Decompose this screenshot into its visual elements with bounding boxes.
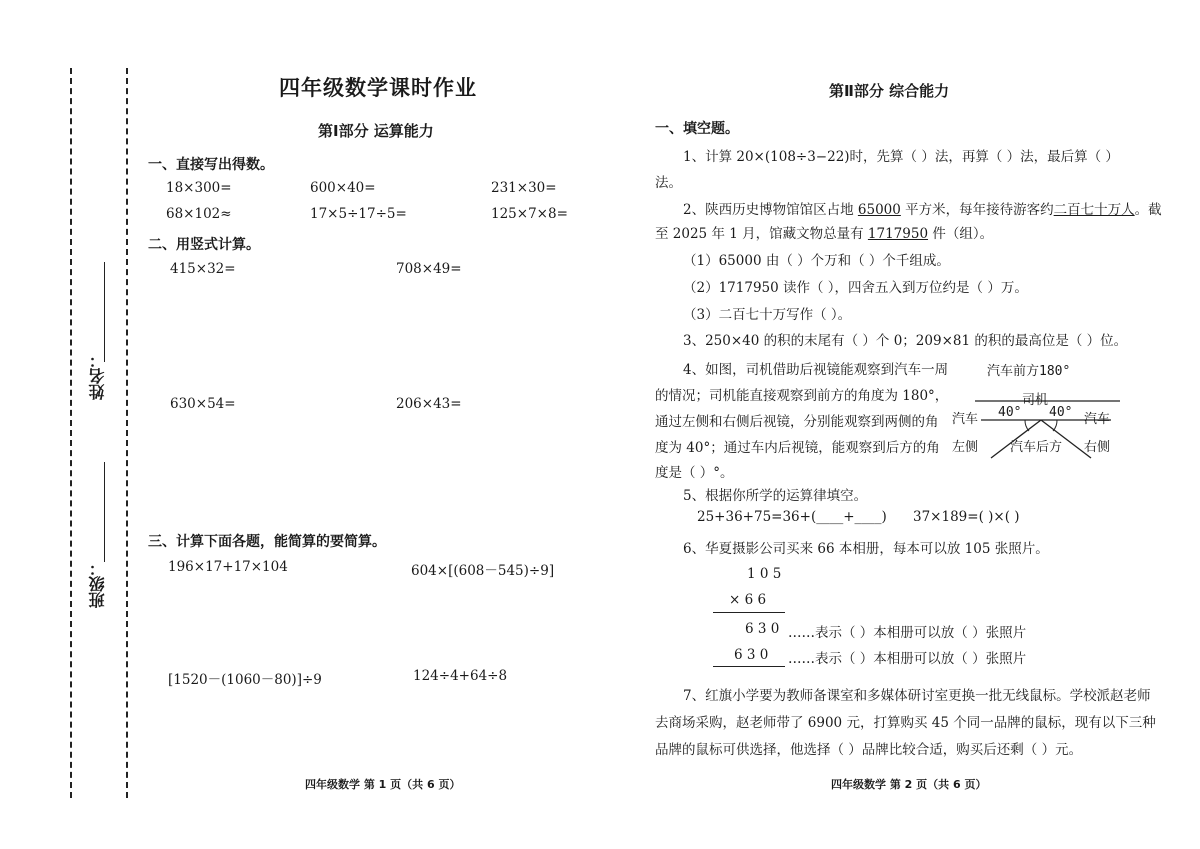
q4-line: 度是（ ）°。 [655, 465, 734, 481]
vertical-calc-item: 206×43= [396, 396, 462, 412]
q2-text: 件（组）。 [928, 226, 994, 242]
name-blank-line[interactable] [104, 262, 105, 362]
calc-item: 18×300= [166, 180, 232, 196]
q2-area: 65000 [857, 202, 901, 218]
q2-sub1: （1）65000 由（ ）个万和（ ）个千组成。 [683, 253, 950, 269]
fig-right-side-2: 右侧 [1084, 440, 1111, 455]
q6-partial-2-text: ……表示（ ）本相册可以放（ ）张照片 [788, 651, 1027, 667]
q5-b: 37×189=( )×( ) [913, 509, 1020, 525]
q2-line2 [655, 222, 993, 242]
class-label: 班级： [88, 560, 107, 608]
q7-line: 去商场采购，赵老师带了 6900 元，打算购买 45 个同一品牌的鼠标，现有以下三种 [655, 715, 1156, 731]
fig-right-side-1: 汽车 [1084, 412, 1111, 427]
q4-line: 4、如图，司机借助后视镜能观察到汽车一周 [683, 362, 949, 378]
calc-item: 231×30= [491, 180, 557, 196]
binding-dashed-line-left [70, 68, 72, 798]
fig-angle-left: 40° [998, 405, 1022, 420]
fill-blank-heading: 一、填空题。 [655, 121, 739, 137]
q5-a: 25+36+75=36+(____+____) [697, 509, 887, 525]
section3-heading: 三、计算下面各题，能简算的要简算。 [148, 534, 386, 550]
name-label: 姓名： [88, 352, 107, 400]
q6-multiplier: × 6 6 [729, 592, 767, 608]
fig-back-label: 汽车后方 [1010, 440, 1063, 455]
calc-item: 125×7×8= [491, 206, 568, 222]
page2-footer: 四年级数学 第 2 页（共 6 页） [831, 778, 987, 791]
q7-line: 7、红旗小学要为教师备课室和多媒体研讨室更换一批无线鼠标。学校派赵老师 [683, 688, 1151, 704]
q2-relics: 1717950 [867, 226, 929, 242]
part1-title: 第Ⅰ部分 运算能力 [318, 122, 434, 140]
calc-item: 600×40= [310, 180, 376, 196]
q6-rule-1 [713, 612, 785, 613]
class-blank-line[interactable] [104, 462, 105, 562]
vertical-calc-item: 630×54= [170, 396, 236, 412]
q6-rule-2 [713, 666, 785, 667]
q2-sub2: （2）1717950 读作（ ），四舍五入到万位约是（ ）万。 [683, 280, 1028, 296]
section2-heading: 二、用竖式计算。 [148, 237, 260, 253]
q2-text: 。截 [1134, 202, 1162, 218]
calc-item: 17×5÷17÷5= [310, 206, 407, 222]
fig-driver-label: 司机 [1022, 393, 1049, 408]
fig-angle-right: 40° [1049, 405, 1073, 420]
q2-line1 [683, 198, 1162, 218]
q1-line2: 法。 [655, 175, 682, 191]
q6-multiplicand: 1 0 5 [747, 566, 782, 582]
vertical-calc-item: 415×32= [170, 261, 236, 277]
q2-text: 平方米，每年接待游客约 [900, 202, 1054, 218]
q6-partial-2: 6 3 0 [734, 647, 769, 663]
part2-title: 第Ⅱ部分 综合能力 [829, 82, 950, 100]
q6-partial-1: 6 3 0 [745, 621, 780, 637]
calc-item: 68×102≈ [166, 206, 232, 222]
fig-left-side-1: 汽车 [952, 412, 979, 427]
q4-line: 度为 40°；通过车内后视镜，能观察到后方的角 [655, 440, 940, 456]
q2-sub3: （3）二百七十万写作（ ）。 [683, 307, 852, 323]
binding-dashed-line-right [126, 68, 128, 798]
q1-line1: 1、计算 20×(108÷3−22)时，先算（ ）法，再算（ ）法，最后算（ ） [683, 149, 1119, 165]
q2-visitors: 二百七十万人 [1053, 202, 1135, 218]
page1-footer: 四年级数学 第 1 页（共 6 页） [305, 778, 461, 791]
q3-text: 3、250×40 的积的末尾有（ ）个 0；209×81 的积的最高位是（ ）位。 [683, 333, 1128, 349]
q5-text: 5、根据你所学的运算律填空。 [683, 488, 868, 504]
q4-line: 的情况；司机能直接观察到前方的角度为 180°， [655, 388, 949, 404]
simplify-item: 196×17+17×104 [168, 559, 288, 575]
q2-text: 2、陕西历史博物馆馆区占地 [683, 202, 858, 218]
section1-heading: 一、直接写出得数。 [148, 157, 274, 173]
fig-left-side-2: 左侧 [952, 440, 979, 455]
q4-line: 通过左侧和右侧后视镜，分别能观察到两侧的角 [655, 414, 939, 430]
vertical-calc-item: 708×49= [396, 261, 462, 277]
simplify-item: 604×[(608－545)÷9] [411, 563, 555, 579]
q6-text: 6、华夏摄影公司买来 66 本相册，每本可以放 105 张照片。 [683, 541, 1049, 557]
q7-line: 品牌的鼠标可供选择，他选择（ ）品牌比较合适，购买后还剩（ ）元。 [655, 742, 1083, 758]
fig-front-label: 汽车前方180° [987, 364, 1071, 379]
simplify-item: 124÷4+64÷8 [413, 668, 508, 684]
q6-partial-1-text: ……表示（ ）本相册可以放（ ）张照片 [788, 625, 1027, 641]
simplify-item: [1520－(1060－80)]÷9 [168, 672, 322, 688]
page-title: 四年级数学课时作业 [279, 76, 477, 100]
q2-text: 至 2025 年 1 月，馆藏文物总量有 [655, 226, 868, 242]
